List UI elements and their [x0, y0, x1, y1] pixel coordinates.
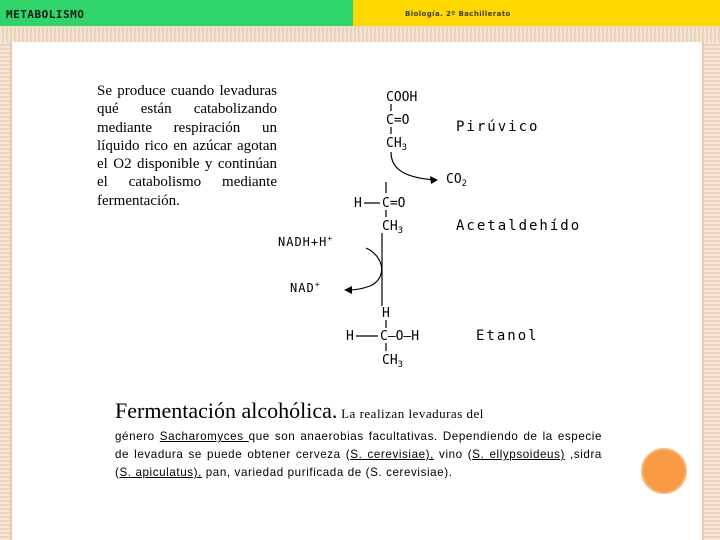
co2-sub: 2	[461, 179, 468, 189]
h-top-label: H	[382, 306, 390, 321]
header-subtitle: Biología. 2º Bachillerato	[405, 10, 511, 18]
arrow-2-head	[344, 286, 352, 294]
fermentation-diagram	[278, 78, 628, 378]
body-part-3: vino (	[433, 448, 473, 461]
left-border	[0, 42, 10, 540]
right-border-line	[702, 42, 704, 540]
section-title: Fermentación alcohólica	[115, 398, 332, 423]
piruvico-label: Pirúvico	[456, 119, 540, 135]
nad-label	[290, 280, 321, 295]
nad-sup: +	[314, 280, 321, 289]
nadh-label	[278, 234, 333, 249]
ch3-label-1	[386, 136, 407, 153]
decorative-stripe	[0, 26, 720, 42]
co2-text: CO	[446, 172, 462, 187]
ch3-label-3	[382, 353, 403, 370]
right-border	[704, 42, 720, 540]
header-subtitle-bar	[353, 0, 720, 26]
nad-text: NAD	[290, 281, 315, 295]
ch3-text-1: CH	[386, 136, 402, 151]
body-underline-4: S. apiculatus),	[119, 466, 202, 479]
left-border-line	[10, 42, 12, 540]
section-title-period: .	[331, 398, 338, 423]
ch3-sub-2: 3	[397, 226, 404, 236]
ch3-sub-3: 3	[397, 360, 404, 370]
ch3-text-3: CH	[382, 353, 398, 368]
arrow-2	[348, 248, 382, 290]
acetaldehido-label: Acetaldehído	[456, 218, 582, 234]
ch3-sub-1: 3	[401, 143, 408, 153]
section-title-line	[115, 398, 615, 424]
body-underline-2: S. cerevisiae),	[350, 448, 434, 461]
header-title-bar	[0, 0, 353, 26]
nadh-sup: +	[327, 234, 334, 243]
co-label-2: C=O	[382, 196, 406, 211]
ch3-text-2: CH	[382, 219, 398, 234]
body-part-1: género	[115, 430, 160, 443]
nadh-text: NADH+H	[278, 235, 328, 249]
co2-label	[446, 172, 467, 189]
cooh-label: COOH	[386, 90, 418, 105]
co-label-1: C=O	[386, 113, 410, 128]
body-part-5: pan, variedad purificada de (S. cerevisiae).	[201, 466, 453, 479]
ch3-label-2	[382, 219, 403, 236]
arrow-1-head	[430, 176, 438, 184]
decorative-circle	[641, 448, 687, 494]
body-part-2: que son anaerobias facultativas. Dependiendo de la especie de levadura se puede obtener cerveza (	[115, 430, 602, 461]
section-body	[115, 428, 602, 482]
intro-paragraph: Se produce cuando levaduras qué están catabolizando mediante respiración un líquido rico en azúcar agotan el O2 disponible y continúan el catabolismo mediante fermentación.	[97, 83, 277, 209]
section-title-rest: La realizan levaduras del	[337, 406, 484, 421]
arrow-1	[391, 152, 436, 180]
body-underline-3: S. ellypsoideus)	[472, 448, 565, 461]
h-left-label: H	[354, 196, 362, 211]
h-left-label-2: H	[346, 329, 354, 344]
header-title: METABOLISMO	[6, 8, 85, 21]
body-part-4: ,sidra (	[115, 448, 602, 479]
body-underline-1: Sacharomyces	[159, 430, 249, 443]
coh-label: C–O–H	[380, 329, 420, 344]
etanol-label: Etanol	[476, 328, 539, 344]
